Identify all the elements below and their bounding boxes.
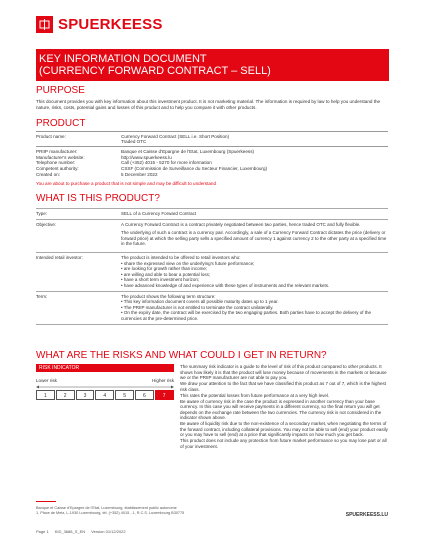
document-version: Version 01/12/2022 (91, 529, 126, 534)
page-number: Page 1 (36, 529, 49, 534)
term-key: Term: (36, 291, 121, 324)
risk-class-box: 6 (135, 390, 154, 400)
retail-key: Intended retail investor: (36, 252, 121, 291)
risk-indicator-label: RISK INDICATOR (36, 364, 174, 372)
risk-paragraph: This product does not include any protection from future market performance so you may lose part or all of your investment. (180, 438, 387, 449)
title-line-2: (CURRENCY FORWARD CONTRACT – SELL) (39, 65, 271, 77)
list-item: • are willing and able to bear a potential loss; (121, 271, 211, 277)
product-row-value: Banque et Caisse d’Epargne de l’Etat, Luxembourg (Spuerkeess) (121, 149, 255, 155)
risk-paragraph: Be aware of liquidity risk due to the non-existence of a secondary market, when negotiating the terms of the forward contract, including collateral provisions. You may not be able to sell (end) your product easily or you may have to sell (end) at a price that significantly impacts on how much you get back. (180, 421, 388, 437)
title-line-1: KEY INFORMATION DOCUMENT (39, 53, 207, 65)
product-row-value: Traded OTC (121, 139, 147, 145)
list-item: • are looking for growth rather than income; (121, 266, 208, 272)
product-row-key: Competent authority: (36, 165, 79, 171)
higher-risk-label: Higher risk (152, 378, 174, 383)
footer-address-line: Banque et Caisse d’Epargne de l’Etat, Luxembourg, établissement public autonome (36, 506, 177, 510)
list-item: • share the expressed view on the underlying’s future performance; (121, 260, 255, 266)
term-list (121, 299, 388, 321)
list-item: • have a short term investment horizon; (121, 277, 200, 283)
objective-paragraph: The underlying of such a contract is a currency pair. Accordingly, a sale of a Currency Forward Contract dictates the price (delivery or forward price) at which the selling party sells a specified amount of currency 1 against currency 2 to the other party at a specified time in the future. (121, 230, 387, 247)
lower-risk-label: Lower risk (36, 378, 57, 383)
product-row-key: Manufacturer’s website: (36, 154, 85, 160)
table-row (36, 252, 388, 291)
retail-intro: The product is intended to be offered to retail investors who: (121, 254, 241, 260)
objective-key: Objective: (36, 219, 121, 252)
risk-class-box: 1 (36, 390, 55, 400)
product-description-table (36, 208, 388, 325)
retail-list (121, 261, 388, 289)
list-item: • have advanced knowledge of and experience with these types of instruments and the relevant markets. (121, 282, 330, 288)
product-row-value: Call (+352) 4015 - 5270 for more information (121, 160, 212, 166)
risks-heading: WHAT ARE THE RISKS AND WHAT COULD I GET IN RETURN? (36, 350, 327, 361)
product-row-key: Telephone number: (36, 160, 76, 166)
product-row (36, 172, 388, 178)
complexity-warning: You are about to purchase a product that is not simple and may be difficult to understand (36, 181, 217, 186)
brand-logo (36, 16, 163, 33)
risk-class-box: 4 (95, 390, 114, 400)
risk-paragraph: Be aware of currency risk in the case the product is expressed in another currency than your base currency. In this case you will receive payments in a different currency, so the final return you will get depends on the exchange rate between the two currencies. The currency risk is not considered in the indicator shown above. (180, 398, 382, 420)
risk-class-box: 7 (155, 390, 174, 400)
product-row-key: PRIIP manufacturer: (36, 149, 78, 155)
logo-mark-icon (36, 16, 53, 33)
product-row-value: CSSF (Commission de Surveillance du Secteur Financier, Luxembourg) (121, 165, 268, 171)
product-row-value: Currency Forward Contract (SELL i.e. Short Position) (121, 133, 230, 139)
footer-page-info (36, 529, 126, 534)
risk-scale-labels (36, 378, 174, 383)
table-row (36, 209, 388, 220)
document-reference: KID_3888_S_EN (54, 529, 86, 534)
term-intro: The product shows the following term structure: (121, 293, 216, 299)
risk-paragraph: This rates the potential losses from future performance at a very high level. (180, 392, 330, 398)
table-row (36, 219, 388, 252)
purpose-heading: PURPOSE (36, 85, 85, 96)
objective-paragraph: A Currency Forward Contract is a contract privately negotiated between two parties, hence traded OTC and fully flexible. (121, 221, 361, 227)
list-item: • This key information document covers all possible maturity dates up to 1 year. (121, 299, 279, 305)
product-row (36, 131, 388, 147)
risk-paragraph: We draw your attention to the fact that we have classified this product as 7 out of 7, which is the highest risk class. (180, 381, 387, 392)
product-row-key: Created on: (36, 171, 61, 177)
risk-scale (36, 390, 175, 400)
footer-address (36, 506, 296, 516)
document-title (36, 49, 389, 81)
table-row (36, 291, 388, 324)
footer-divider (36, 501, 56, 502)
list-item: • On the expiry date, the contract will be exercised by the two engaging parties. Both parties have to accept the delivery of the currencies at the pre-determined price. (121, 310, 371, 321)
product-row-value: 5 December 2022 (121, 171, 158, 177)
risk-class-box: 5 (115, 390, 134, 400)
footer-address-line: 1, Place de Metz, L-1930 Luxembourg, tél. (+352) 4015 - 1, R.C.S. Luxembourg B30775 (36, 511, 185, 515)
risk-paragraph: The summary risk indicator is a guide to the level of risk of this product compared to other products. It shows how likely it is that the product will lose money because of movements in the markets or because we or the PRIIP manufacturer are not able to pay you. (180, 364, 387, 380)
risk-class-box: 2 (56, 390, 75, 400)
product-details (36, 131, 388, 177)
product-row-key: Product name: (36, 133, 66, 139)
list-item: • The PRIIP manufacturer is not entitled to terminate the contract unilaterally. (121, 304, 274, 310)
risk-class-box: 3 (76, 390, 95, 400)
brand-name: SPUERKEESS (58, 16, 163, 33)
footer-brand-link[interactable]: SPUERKEESS.LU (345, 512, 388, 518)
type-value: SELL of a Currency Forward Contract (121, 209, 388, 220)
manufacturer-website-link[interactable]: http://www.spuerkeess.lu (121, 154, 172, 160)
risk-explanation (180, 364, 388, 450)
what-heading: WHAT IS THIS PRODUCT? (36, 193, 160, 204)
type-key: Type: (36, 209, 121, 220)
product-heading: PRODUCT (36, 118, 86, 129)
risk-arrow-icon (36, 385, 174, 389)
purpose-text: This document provides you with key information about this investment product. It is not marketing material. The information is required by law to help you understand the nature, risks, costs, potential gains and losses of this product and to help you compare it with other products. (36, 99, 381, 110)
